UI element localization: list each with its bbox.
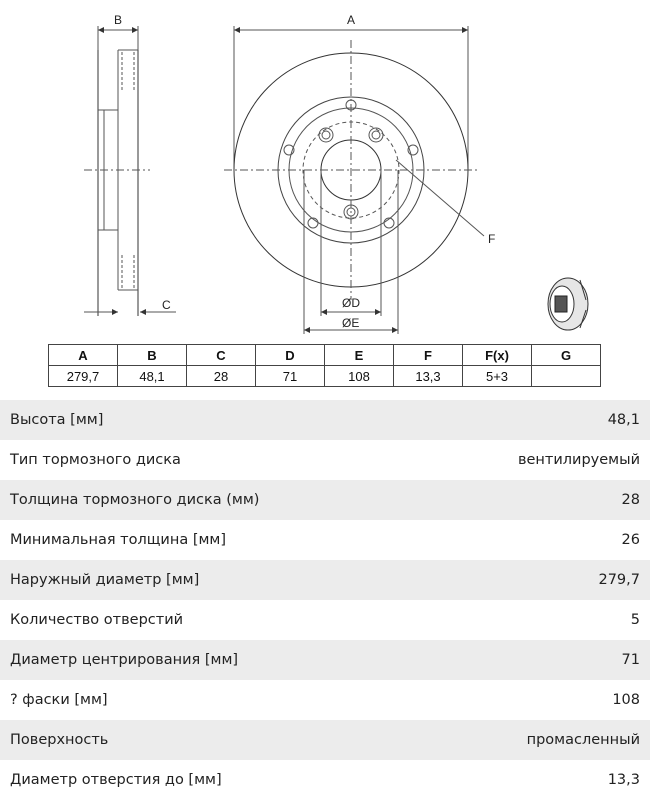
dim-value: 279,7	[49, 366, 118, 387]
dim-header: F(x)	[463, 345, 532, 366]
brake-disc-drawing	[0, 0, 650, 340]
spec-label: Поверхность	[10, 732, 109, 748]
spec-value: 108	[612, 692, 640, 708]
dim-value	[532, 366, 601, 387]
dim-value: 13,3	[394, 366, 463, 387]
dim-header: C	[187, 345, 256, 366]
dimensions-header-row	[49, 345, 601, 366]
dim-value: 71	[256, 366, 325, 387]
spec-label: Минимальная толщина [мм]	[10, 532, 227, 548]
technical-drawing	[0, 0, 650, 340]
dim-value: 108	[325, 366, 394, 387]
spec-row	[0, 600, 650, 640]
spec-label: Толщина тормозного диска (мм)	[10, 492, 260, 508]
spec-value: 279,7	[598, 572, 640, 588]
spec-value: 48,1	[607, 412, 640, 428]
label-A: A	[347, 13, 356, 27]
spec-label: Диаметр отверстия до [мм]	[10, 772, 222, 788]
dim-header: B	[118, 345, 187, 366]
label-B: B	[114, 13, 123, 27]
spec-row	[0, 560, 650, 600]
spec-row	[0, 520, 650, 560]
spec-row	[0, 480, 650, 520]
spec-row	[0, 640, 650, 680]
dim-value: 5+3	[463, 366, 532, 387]
dim-header: A	[49, 345, 118, 366]
dim-header: F	[394, 345, 463, 366]
spec-row	[0, 720, 650, 760]
label-C: C	[162, 298, 171, 312]
spec-value: 28	[621, 492, 640, 508]
spec-label: ? фаски [мм]	[10, 692, 108, 708]
spec-row	[0, 440, 650, 480]
spec-label: Тип тормозного диска	[10, 452, 181, 468]
dimensions-table	[48, 344, 601, 387]
dim-value: 48,1	[118, 366, 187, 387]
dimensions-value-row	[49, 366, 601, 387]
spec-value: вентилируемый	[517, 452, 640, 468]
spec-label: Количество отверстий	[10, 612, 184, 628]
dim-header: G	[532, 345, 601, 366]
spec-value: 5	[630, 612, 640, 628]
label-E: ØE	[342, 316, 360, 330]
spec-row	[0, 400, 650, 440]
side-view	[84, 26, 176, 316]
spec-value: промасленный	[526, 732, 640, 748]
label-D: ØD	[342, 296, 360, 310]
dim-header: D	[256, 345, 325, 366]
spec-label: Диаметр центрирования [мм]	[10, 652, 239, 668]
spec-value: 71	[621, 652, 640, 668]
spec-value: 13,3	[607, 772, 640, 788]
spec-row	[0, 680, 650, 720]
spec-label: Наружный диаметр [мм]	[10, 572, 200, 588]
front-view	[224, 26, 484, 334]
dim-header: E	[325, 345, 394, 366]
label-F: F	[488, 232, 496, 246]
spec-value: 26	[621, 532, 640, 548]
specs-list	[0, 400, 650, 800]
disc-thumbnail	[548, 278, 588, 330]
spec-label: Высота [мм]	[10, 412, 104, 428]
dim-value: 28	[187, 366, 256, 387]
spec-row	[0, 760, 650, 800]
